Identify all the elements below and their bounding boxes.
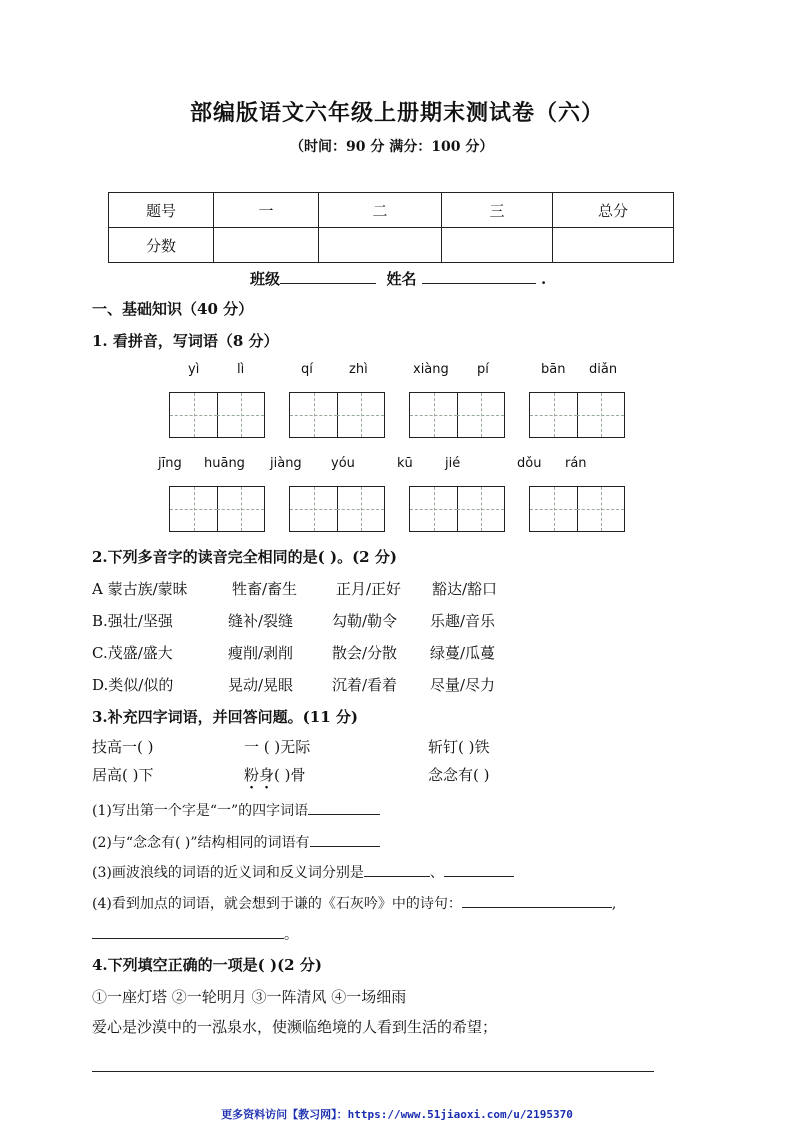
idiom-blank: 念念有( )	[428, 766, 490, 784]
character-grid[interactable]	[169, 392, 265, 438]
option-a-2: 牲畜/畜生	[232, 580, 298, 598]
option-a-4: 豁达/豁口	[432, 580, 498, 598]
page-divider	[92, 1071, 654, 1072]
option-d-4: 尽量/尽力	[430, 676, 496, 694]
dotted-char: 粉	[244, 766, 260, 784]
answer-blank[interactable]	[462, 893, 612, 908]
score-cell[interactable]	[214, 228, 319, 263]
option-d-2: 晃动/晃眼	[228, 676, 294, 694]
character-grid[interactable]	[529, 392, 625, 438]
class-label: 班级	[250, 270, 281, 288]
page-title: 部编版语文六年级上册期末测试卷（六）	[189, 100, 604, 126]
sub-question-4	[92, 893, 616, 913]
header-cell: 三	[442, 193, 553, 228]
grid-cell	[410, 393, 458, 437]
sub-question-3-text: (3)画波浪线的词语的近义词和反义词分别是	[92, 865, 364, 881]
idiom-blank: 技高一( )	[92, 738, 154, 756]
grid-cell	[457, 487, 504, 531]
grid-cell	[577, 487, 624, 531]
answer-blank[interactable]	[308, 800, 380, 815]
pinyin: qí	[301, 362, 313, 377]
grid-cell	[410, 487, 458, 531]
sub-question-4-text: (4)看到加点的词语，就会想到于谦的《石灰吟》中的诗句：	[92, 896, 462, 912]
idiom-blank: 斩钉( )铁	[428, 738, 490, 756]
header-cell: 二	[319, 193, 442, 228]
sub-question-4-cont	[92, 924, 298, 944]
name-label: 姓名	[386, 270, 417, 288]
pinyin: zhì	[349, 362, 368, 377]
sub-question-1-text: (1)写出第一个字是“一”的四字词语	[92, 803, 309, 819]
pinyin: jiàng	[270, 456, 302, 471]
grid-cell	[577, 393, 624, 437]
character-grid[interactable]	[409, 486, 505, 532]
question-4-sentence: 爱心是沙漠中的一泓泉水，使濒临绝境的人看到生活的希望；	[92, 1018, 498, 1036]
header-cell: 总分	[553, 193, 674, 228]
option-d-1: D.类似/似的	[92, 676, 174, 694]
pinyin: jīng	[158, 456, 182, 471]
period: 。	[284, 927, 298, 943]
option-a-3: 正月/正好	[336, 580, 402, 598]
character-grid[interactable]	[169, 486, 265, 532]
sub-question-2-text: (2)与“念念有( )”结构相同的词语有	[92, 835, 310, 851]
question-2-title: 2.下列多音字的读音完全相同的是( )。(2 分)	[92, 548, 397, 566]
class-name-line	[250, 268, 546, 289]
idiom-rest: ( )骨	[274, 766, 306, 784]
header-cell: 一	[214, 193, 319, 228]
header-cell: 题号	[109, 193, 214, 228]
pinyin: xiàng	[413, 362, 449, 377]
pinyin: dǒu	[517, 456, 542, 471]
pinyin: jié	[445, 456, 461, 471]
option-b-4: 乐趣/音乐	[430, 612, 496, 630]
option-b-1: B.强壮/坚强	[92, 612, 173, 630]
grid-cell	[337, 487, 384, 531]
grid-cell	[170, 487, 218, 531]
grid-cell	[290, 393, 338, 437]
grid-cell	[530, 393, 578, 437]
answer-blank[interactable]	[92, 924, 284, 939]
score-cell[interactable]	[442, 228, 553, 263]
score-cell[interactable]	[319, 228, 442, 263]
pinyin: bān	[541, 362, 566, 377]
sub-question-2	[92, 832, 380, 852]
score-table-score-row	[109, 228, 674, 263]
character-grid[interactable]	[409, 392, 505, 438]
answer-blank[interactable]	[310, 832, 380, 847]
score-cell[interactable]	[553, 228, 674, 263]
option-c-4: 绿蔓/瓜蔓	[430, 644, 496, 662]
answer-blank[interactable]	[364, 862, 430, 877]
pinyin: diǎn	[589, 362, 618, 377]
footer-link[interactable]: 更多资料访问【教习网】：https://www.51jiaoxi.com/u/2195370	[221, 1108, 573, 1121]
option-b-3: 勾勒/勒令	[332, 612, 398, 630]
grid-cell	[217, 393, 264, 437]
question-1-title: 1. 看拼音，写词语（8 分）	[92, 332, 279, 350]
comma: ,	[611, 896, 617, 912]
pinyin: pí	[477, 362, 489, 377]
option-c-2: 瘦削/剥削	[228, 644, 294, 662]
question-4-options: ①一座灯塔 ②一轮明月 ③一阵清风 ④一场细雨	[92, 988, 407, 1006]
idiom-blank: 一 ( )无际	[244, 738, 311, 756]
option-c-3: 散会/分散	[332, 644, 398, 662]
pinyin: yóu	[331, 456, 355, 471]
sub-question-1	[92, 800, 380, 820]
question-4-title: 4.下列填空正确的一项是( )(2 分)	[92, 956, 322, 974]
line-end: .	[540, 270, 547, 288]
character-grid[interactable]	[529, 486, 625, 532]
answer-blank[interactable]	[444, 862, 514, 877]
score-table-header-row	[109, 193, 674, 228]
pinyin: lì	[237, 362, 245, 377]
character-grid[interactable]	[289, 392, 385, 438]
grid-cell	[290, 487, 338, 531]
class-blank[interactable]	[280, 269, 376, 284]
dotted-char: 身	[259, 766, 275, 784]
character-grid[interactable]	[289, 486, 385, 532]
idiom-with-dots	[244, 764, 306, 785]
grid-cell	[530, 487, 578, 531]
pinyin: kū	[397, 456, 413, 471]
section-heading: 一、基础知识（40 分）	[92, 300, 254, 318]
score-table	[108, 192, 674, 263]
sub-question-3	[92, 862, 514, 882]
question-3-title: 3.补充四字词语，并回答问题。(11 分)	[92, 708, 358, 726]
row-label: 分数	[109, 228, 214, 263]
exam-info: （时间：90 分 满分：100 分）	[290, 139, 494, 155]
option-c-1: C.茂盛/盛大	[92, 644, 173, 662]
separator: 、	[429, 865, 444, 881]
grid-cell	[457, 393, 504, 437]
idiom-blank: 居高( )下	[92, 766, 154, 784]
grid-cell	[337, 393, 384, 437]
option-d-3: 沉着/看着	[332, 676, 398, 694]
pinyin: rán	[565, 456, 587, 471]
option-a-1: A 蒙古族/蒙昧	[92, 580, 188, 598]
pinyin: huāng	[204, 456, 245, 471]
grid-cell	[170, 393, 218, 437]
name-blank[interactable]	[422, 269, 536, 284]
option-b-2: 缝补/裂缝	[228, 612, 294, 630]
grid-cell	[217, 487, 264, 531]
pinyin: yì	[188, 362, 200, 377]
